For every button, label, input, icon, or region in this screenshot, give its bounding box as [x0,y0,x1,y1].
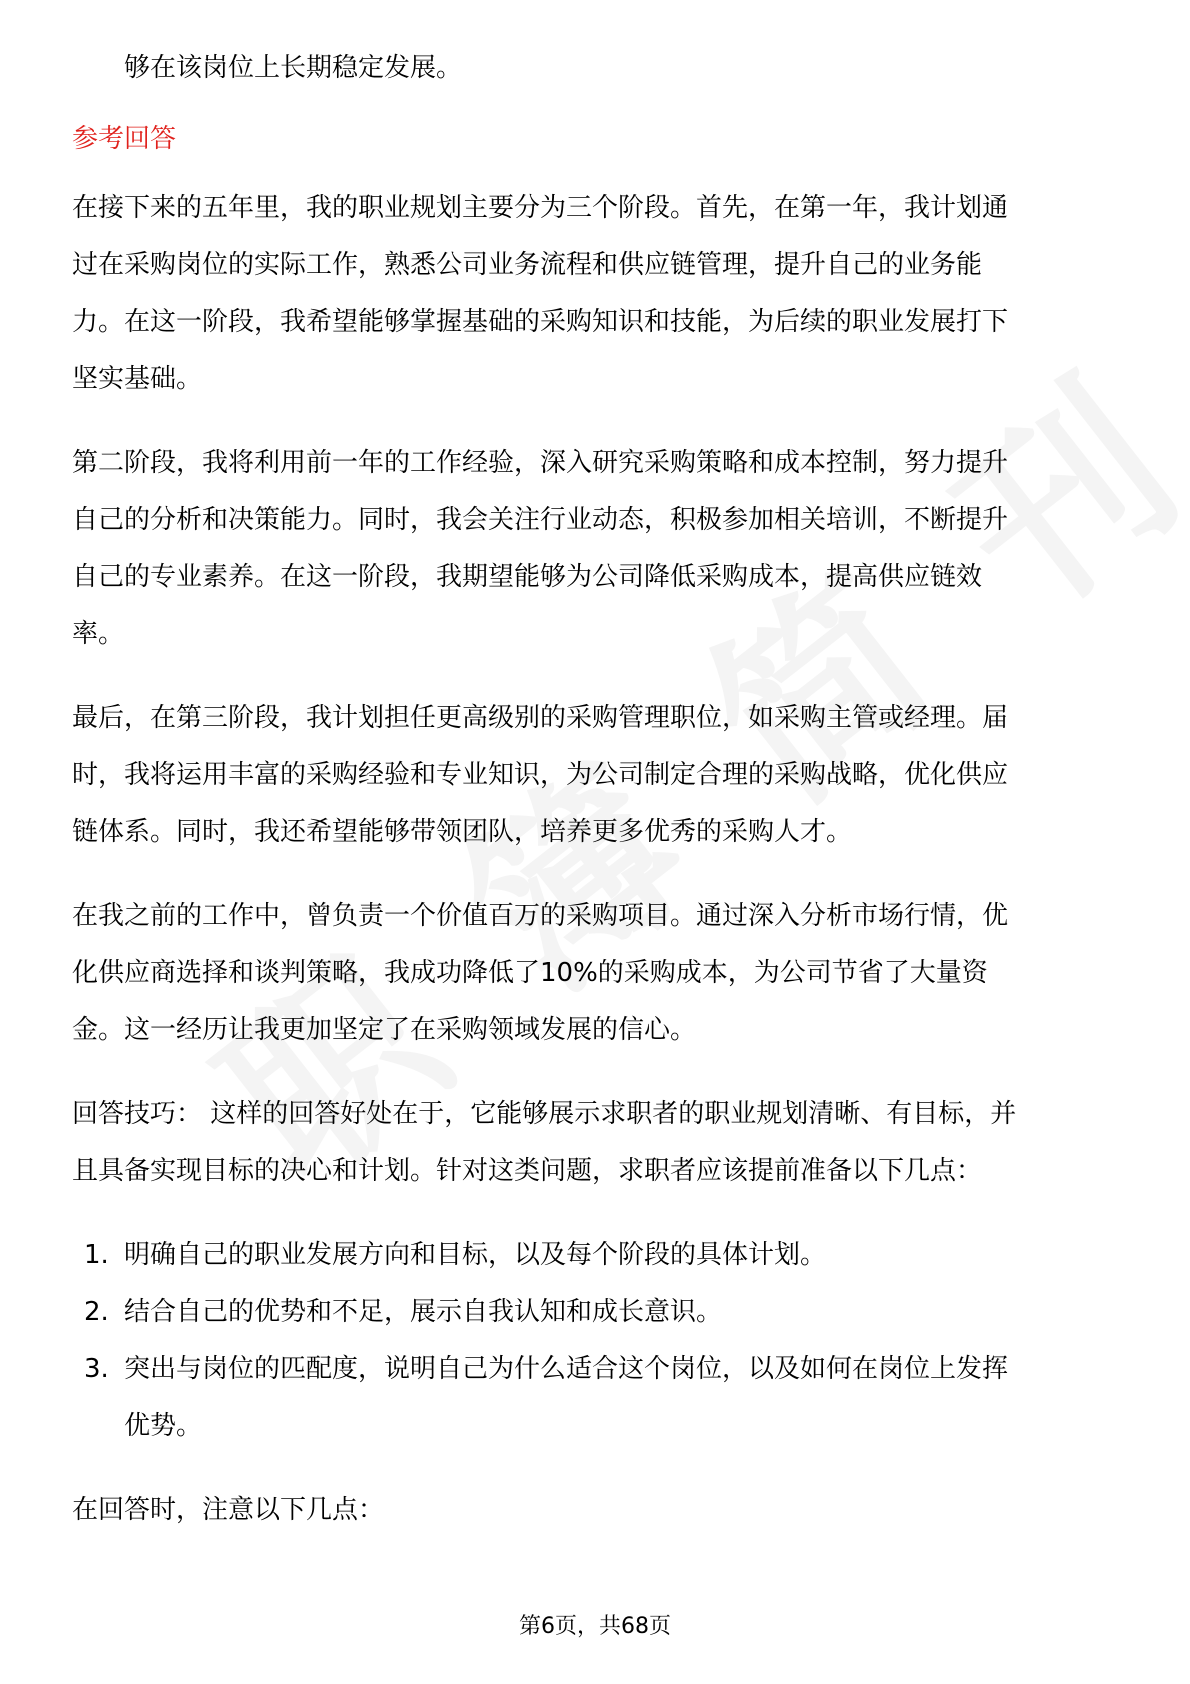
paragraph-line: 自己的分析和决策能力。同时，我会关注行业动态，积极参加相关培训，不断提升 [72,505,1009,535]
paragraph-tips [72,1086,1120,1200]
paragraph-line: 回答技巧： 这样的回答好处在于，它能够展示求职者的职业规划清晰、有目标，并 [72,1099,1017,1129]
list-text: 明确自己的职业发展方向和目标，以及每个阶段的具体计划。 [124,1240,827,1270]
paragraph-line: 自己的专业素养。在这一阶段，我期望能够为公司降低采购成本，提高供应链效 [72,562,983,592]
paragraph-line: 在接下来的五年里，我的职业规划主要分为三个阶段。首先，在第一年，我计划通 [72,193,1009,223]
page-content [72,40,1120,1539]
closing-line: 在回答时，注意以下几点： [72,1495,385,1525]
list-text: 结合自己的优势和不足，展示自我认知和成长意识。 [124,1297,723,1327]
list-number: 3. [84,1354,109,1384]
paragraph-line: 率。 [72,619,125,649]
paragraph-line: 第二阶段，我将利用前一年的工作经验，深入研究采购策略和成本控制，努力提升 [72,448,1009,478]
list-item [72,1341,1120,1398]
top-fragment: 够在该岗位上长期稳定发展。 [124,53,463,83]
paragraph-line: 最后，在第三阶段，我计划担任更高级别的采购管理职位，如采购主管或经理。届 [72,703,1009,733]
list-item-continuation [72,1398,1120,1455]
paragraph-line: 力。在这一阶段，我希望能够掌握基础的采购知识和技能，为后续的职业发展打下 [72,307,1009,337]
list-text: 突出与岗位的匹配度，说明自己为什么适合这个岗位，以及如何在岗位上发挥 [124,1354,1009,1384]
paragraph-line: 链体系。同时，我还希望能够带领团队，培养更多优秀的采购人才。 [72,817,853,847]
paragraph-line: 在我之前的工作中，曾负责一个价值百万的采购项目。通过深入分析市场行情，优 [72,901,1009,931]
paragraph-4 [72,888,1120,1059]
paragraph-2 [72,435,1120,663]
paragraph-line: 且具备实现目标的决心和计划。针对这类问题，求职者应该提前准备以下几点： [72,1156,983,1186]
list-number: 2. [84,1297,109,1327]
paragraph-line: 金。这一经历让我更加坚定了在采购领域发展的信心。 [72,1015,697,1045]
section-heading: 参考回答 [72,124,177,154]
paragraph-3 [72,690,1120,861]
paragraph-line: 过在采购岗位的实际工作，熟悉公司业务流程和供应链管理，提升自己的业务能 [72,250,983,280]
paragraph-1 [72,180,1120,408]
list-item [72,1227,1120,1284]
ordered-list [72,1227,1120,1455]
paragraph-line: 化供应商选择和谈判策略，我成功降低了10%的采购成本，为公司节省了大量资 [72,958,988,988]
list-item [72,1284,1120,1341]
page-footer: 第6页，共68页 [519,1614,671,1639]
paragraph-line: 坚实基础。 [72,364,203,394]
list-text: 优势。 [124,1411,203,1441]
paragraph-line: 时，我将运用丰富的采购经验和专业知识，为公司制定合理的采购战略，优化供应 [72,760,1009,790]
list-number: 1. [84,1240,109,1270]
